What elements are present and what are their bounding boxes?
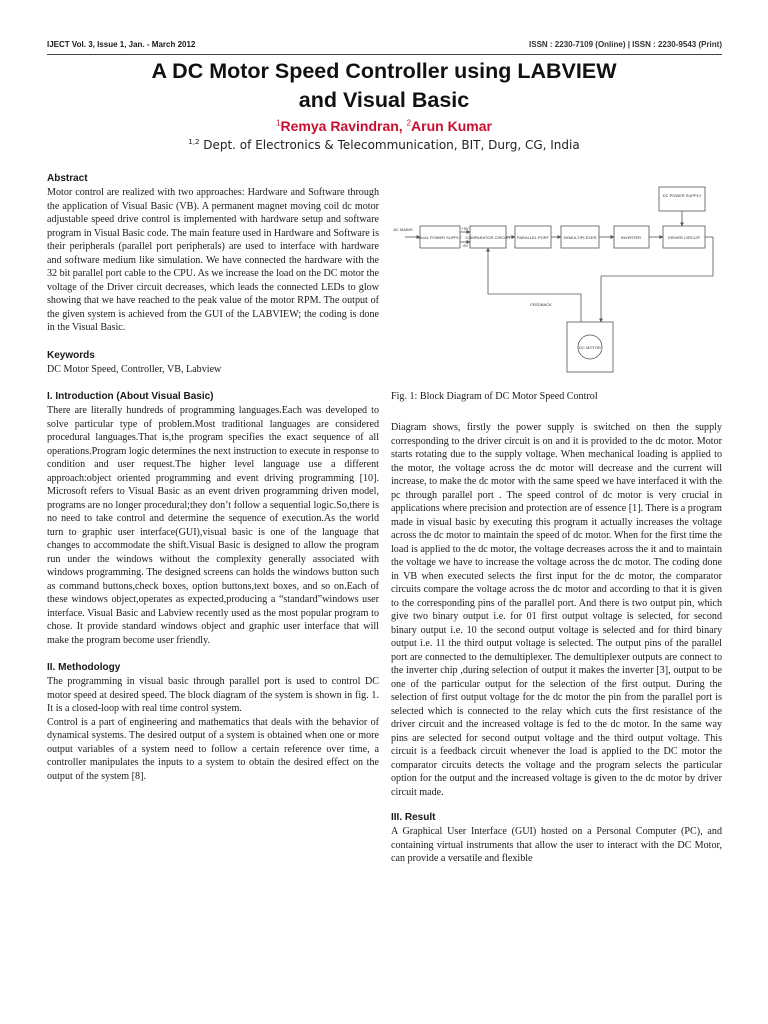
affiliation bbox=[0, 138, 768, 152]
methodology-para-2: Control is a part of engineering and mathematics that deals with the behavior of dynamical systems. The desired output of a system is obtained when one or more output variables of a system need to follow a certain reference over time, a controller manipulates the inputs to a system to obtain the desired effect on the output of the system [8]. bbox=[47, 716, 379, 782]
result-heading: III. Result bbox=[391, 812, 436, 823]
abstract-heading: Abstract bbox=[47, 173, 88, 184]
label-minus-v: -5V bbox=[461, 243, 469, 248]
block-diagram bbox=[391, 184, 722, 380]
left-column bbox=[47, 172, 379, 783]
label-dc-power-supply: DC POWER SUPPLY bbox=[662, 193, 702, 198]
diagram-description: Diagram shows, firstly the power supply is switched on then the supply corresponding to the driver circuit is on and it is provided to the dc motor. Motor starts rotating due to the supply voltage. When mechanical loading is applied to the motor, the voltage across the dc motor will decrease and the current will increase, to make the dc motor with the same speed we have interfaced it with the pc through parallel port . The speed control of dc motor is very crucial in applications where precision and protection are of essence [1]. There is a program made in visual basic by executing this program it actually increases the voltage across the dc motor to maintain the speed of dc motor. When for the first time the load is applied to the dc motor, the voltage decreases across the it and to maintain the voltage we have to increase the voltage across the dc motor. The coding done in VB when executed selects the first input for the dc motor, the comparator circuits compare the voltage across the dc motor and according to that it is given to the corresponding pins of the parallel port. And there is two output pin, which give two binary output i.e. for 01 first output voltage is selected, for second binary output i.e. 10 the second output voltage is selected and for third binary output i.e. 11 the third output voltage is selected. The output pins of the parallel port are connected to the demultiplexer. The demultiplexer outputs are connect to the inverter chip ,during selection of output it makes the inverter [3], output to be one of the particular output for the selection of the first output. During the selection of first output voltage for the dc motor the pin from the parallel port is selected which is connected to the relay which cuts the first resistance of the driver circuit and the increased voltage is fed to the dc motor. In the same way pins are selected for second output voltage and the third output voltage. This circuit is a feedback circuit whenever the load is applied to the DC motor the comparator circuits detects the voltage and the program selects the particular option for the output and the increased voltage is given to the dc motor by driver circuit made. bbox=[391, 422, 722, 798]
journal-header: IJECT Vol. 3, Issue 1, Jan. - March 2012 bbox=[47, 40, 196, 49]
label-driver-circuit: DRIVER CIRCUIT bbox=[667, 235, 701, 240]
paper-title bbox=[0, 57, 768, 115]
methodology-heading: II. Methodology bbox=[47, 662, 121, 673]
author-2: Arun Kumar bbox=[411, 118, 492, 134]
header-rule bbox=[47, 54, 722, 55]
intro-heading: I. Introduction (About Visual Basic) bbox=[47, 391, 214, 402]
author-1: Remya Ravindran, bbox=[280, 118, 407, 134]
dc-power-supply-box bbox=[659, 187, 705, 211]
author-2-sup: 2 bbox=[406, 118, 412, 128]
label-plus-v: +5V bbox=[461, 226, 469, 231]
figure-caption: Fig. 1: Block Diagram of DC Motor Speed Control bbox=[391, 391, 598, 402]
label-comparator-circuit: COMPARATOR CIRCUIT bbox=[465, 235, 511, 240]
label-ac-mains: AC MAINS bbox=[393, 227, 413, 232]
intro-text: There are literally hundreds of programming languages.Each was developed to solve particular type of problem.Most traditional languages are considered procedural languages.That is,the program specifies the exact sequence of all operations.Program logic determines the next instruction to execute in response to condition and user request.The higher level language use a different approach:object oriented programming and event driving programming [10]. Microsoft refers to Visual Basic as an event driven programming driven model, programs are no longer procedural;they don’t follow a sequential logic.So,there is no need to take control and determine the sequence of execution.As the world turn to graphic user interface(GUI),visual basic is one of the language that changes to accommodate the shift.Visual Basic is designed to allow the program run under the windows without the complexity generally associated with windows programming. The designed screens can holds the windows button such as command buttons,check boxes, option buttons,text boxes, and so on.Each of these windows object,operates as expected,producing a “standard”windows user interface. Visual Basic and Labview recently used as the most popular program to chose. It provide standard windows object and graphic user interface that will make the program become user friendly. bbox=[47, 405, 379, 646]
right-column bbox=[391, 421, 722, 866]
keywords-heading: Keywords bbox=[47, 349, 95, 361]
result-text: A Graphical User Interface (GUI) hosted on a Personal Computer (PC), and containing virtual instruments that allow the user to interact with the DC Motor, can provide a versatile and flexible bbox=[391, 826, 722, 864]
label-demultiplexer: DEMULTIPLEXER bbox=[563, 235, 597, 240]
label-dc-motor: DC MOTOR bbox=[579, 345, 601, 350]
title-line-2: and Visual Basic bbox=[298, 88, 470, 112]
author-1-sup: 1 bbox=[276, 118, 281, 128]
issn-header: ISSN : 2230-7109 (Online) | ISSN : 2230-9543 (Print) bbox=[529, 40, 722, 49]
keywords-text: DC Motor Speed, Controller, VB, Labview bbox=[47, 363, 222, 375]
affiliation-sup: 1,2 bbox=[188, 138, 200, 146]
author-line bbox=[0, 118, 768, 134]
label-parallel-port: PARALLEL PORT bbox=[517, 235, 549, 240]
title-line-1: A DC Motor Speed Controller using LABVIEW bbox=[151, 59, 617, 83]
affiliation-text: Dept. of Electronics & Telecommunication, BIT, Durg, CG, India bbox=[199, 138, 580, 152]
label-dual-power-supply: DUAL POWER SUPPLY bbox=[418, 235, 462, 240]
methodology-para-1: The programming in visual basic through parallel port is used to control DC motor speed at desired speed. The block diagram of the system is shown in fig. 1. It is a closed-loop with real time control system. bbox=[47, 676, 379, 714]
label-feedback: FEEDBACK bbox=[530, 302, 552, 307]
abstract-text: Motor control are realized with two approaches: Hardware and Software through the application of Visual Basic (VB). A permanent magnet moving coil dc motor adjustable speed drive control is implemented with hardware setup and software program in Visual Basic code. The main feature used in Hardware and Software is their peripherals (parallel port peripherals) are used to interface with hardware and software medium like simulation. We have connected the hardware with the 32 bit parallel port cable to the CPU. As we increase the load on the DC motor the voltage of the Driver circuit decreases, which leads the connected LEDs to glow showing that we have reached to the peak value of the motor RPM. The output of the given system is achieved from the GUI of the LABVIEW; the coding is done in the Visual Basic. bbox=[47, 187, 380, 333]
label-inverter: INVERTER bbox=[620, 235, 642, 240]
